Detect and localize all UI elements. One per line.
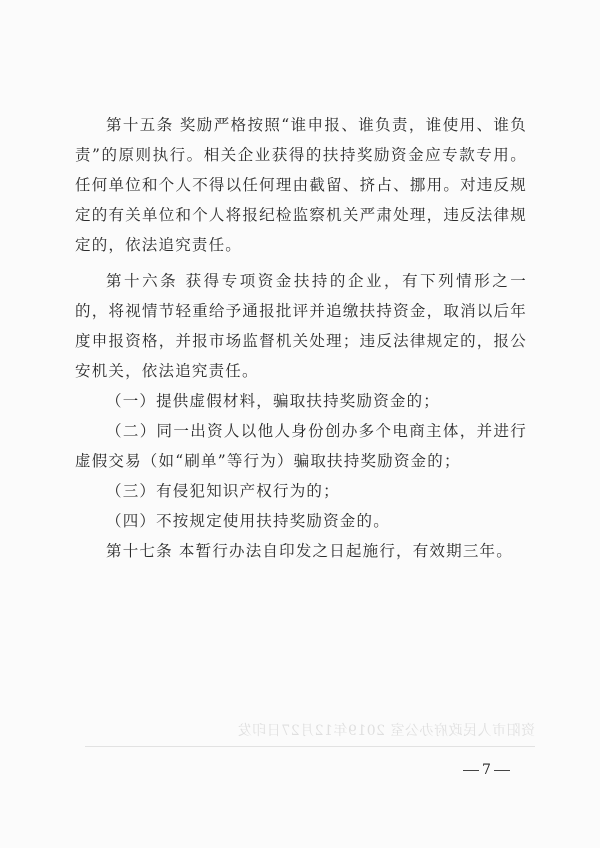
article-16: 第十六条 获得专项资金扶持的企业，有下列情形之一的，将视情节轻重给予通报批评并追缴扶持资金，取消以后年度申报资格，并报市场监督机关处理；违反法律规定的，报公安机关，依法追究责任。 bbox=[75, 272, 527, 380]
bleed-through-rule bbox=[85, 746, 535, 747]
list-item-4: （四）不按规定使用扶持奖励资金的。 bbox=[106, 512, 390, 530]
page-number bbox=[460, 762, 513, 778]
page-number-dash-right bbox=[494, 770, 510, 771]
article-17: 第十七条 本暂行办法自印发之日起施行，有效期三年。 bbox=[106, 542, 513, 560]
list-item-3: （三）有侵犯知识产权行为的； bbox=[106, 482, 340, 500]
page-number-value: 7 bbox=[482, 762, 491, 778]
page-number-dash-left bbox=[463, 770, 479, 771]
list-item-1: （一）提供虚假材料，骗取扶持奖励资金的； bbox=[106, 392, 441, 410]
article-15: 第十五条 奖励严格按照“谁申报、谁负责，谁使用、谁负责”的原则执行。相关企业获得的扶持奖励资金应专款专用。任何单位和个人不得以任何理由截留、挤占、挪用。对违反规定的有关单位和个人将报纪检监察机关严肃处理，违反法律规定的，依法追究责任。 bbox=[75, 116, 527, 254]
list-item-2: （二）同一出资人以他人身份创办多个电商主体，并进行虚假交易（如“刷单”等行为）骗取扶持奖励资金的； bbox=[75, 422, 527, 470]
document-body bbox=[75, 110, 527, 566]
bleed-through-footer: 资阳市人民政府办公室 2019年12月27日印发 bbox=[237, 723, 535, 739]
